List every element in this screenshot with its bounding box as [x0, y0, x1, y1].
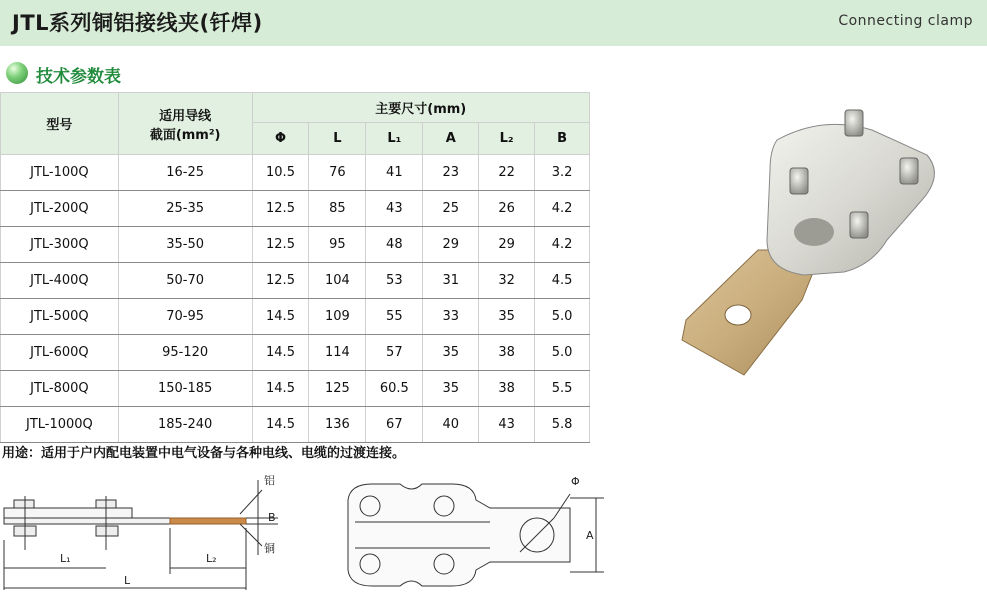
- side-view: [4, 480, 278, 590]
- cell-section: 35-50: [118, 227, 252, 263]
- col-b-header: B: [535, 123, 590, 155]
- cell-dim: 43: [479, 407, 535, 443]
- cell-dim: 5.8: [535, 407, 590, 443]
- page-header: [0, 0, 987, 46]
- col-section-header: [118, 93, 252, 155]
- cell-dim: 109: [309, 299, 366, 335]
- col-model-header: 型号: [1, 93, 119, 155]
- cell-dim: 95: [309, 227, 366, 263]
- cell-dim: 35: [423, 335, 479, 371]
- cell-dim: 55: [366, 299, 423, 335]
- cell-section: 25-35: [118, 191, 252, 227]
- col-phi-header: Φ: [252, 123, 309, 155]
- cell-dim: 4.2: [535, 227, 590, 263]
- cell-dim: 29: [423, 227, 479, 263]
- cell-section: 16-25: [118, 155, 252, 191]
- cell-dim: 35: [479, 299, 535, 335]
- cell-dim: 22: [479, 155, 535, 191]
- cell-dim: 14.5: [252, 299, 309, 335]
- cell-dim: 12.5: [252, 191, 309, 227]
- cell-dim: 38: [479, 371, 535, 407]
- cell-dim: 32: [479, 263, 535, 299]
- spec-table: [0, 92, 590, 443]
- cell-dim: 12.5: [252, 227, 309, 263]
- cell-dim: 38: [479, 335, 535, 371]
- cell-section: 185-240: [118, 407, 252, 443]
- cell-dim: 12.5: [252, 263, 309, 299]
- cell-model: JTL-200Q: [1, 191, 119, 227]
- cell-dim: 4.2: [535, 191, 590, 227]
- cell-dim: 5.0: [535, 335, 590, 371]
- cell-section: 50-70: [118, 263, 252, 299]
- aluminum-body: [767, 124, 934, 275]
- col-section-header-line1: 适用导线: [159, 108, 212, 124]
- col-l-header: L: [309, 123, 366, 155]
- label-al: 铝: [264, 474, 275, 487]
- cell-dim: 26: [479, 191, 535, 227]
- cell-dim: 43: [366, 191, 423, 227]
- cell-dim: 14.5: [252, 335, 309, 371]
- label-l1: L₁: [60, 552, 71, 565]
- table-row: [1, 299, 590, 335]
- cell-dim: 29: [479, 227, 535, 263]
- cell-dim: 4.5: [535, 263, 590, 299]
- table-row: [1, 371, 590, 407]
- cell-model: JTL-800Q: [1, 371, 119, 407]
- cell-dim: 3.2: [535, 155, 590, 191]
- cell-dim: 125: [309, 371, 366, 407]
- cell-model: JTL-400Q: [1, 263, 119, 299]
- table-row: [1, 155, 590, 191]
- cell-dim: 48: [366, 227, 423, 263]
- cell-section: 150-185: [118, 371, 252, 407]
- col-l1-header: L₁: [366, 123, 423, 155]
- label-phi: Φ: [571, 475, 580, 488]
- cell-dim: 14.5: [252, 371, 309, 407]
- cell-model: JTL-100Q: [1, 155, 119, 191]
- cell-model: JTL-600Q: [1, 335, 119, 371]
- top-view: [348, 484, 604, 586]
- table-row: [1, 263, 590, 299]
- col-a-header: A: [423, 123, 479, 155]
- cell-dim: 114: [309, 335, 366, 371]
- label-l2: L₂: [206, 552, 217, 565]
- page-title: JTL系列铜铝接线夹(钎焊): [12, 11, 263, 35]
- table-row: [1, 407, 590, 443]
- cell-dim: 31: [423, 263, 479, 299]
- table-row: [1, 227, 590, 263]
- page-title-en: Connecting clamp: [838, 13, 973, 29]
- cell-section: 95-120: [118, 335, 252, 371]
- cell-dim: 33: [423, 299, 479, 335]
- body-bore: [794, 218, 834, 246]
- label-cu: 铜: [264, 542, 275, 555]
- section-title: 技术参数表: [36, 67, 121, 87]
- cell-model: JTL-1000Q: [1, 407, 119, 443]
- cell-dim: 25: [423, 191, 479, 227]
- cell-dim: 85: [309, 191, 366, 227]
- bolt-1: [845, 110, 863, 136]
- cell-dim: 136: [309, 407, 366, 443]
- cell-dim: 5.0: [535, 299, 590, 335]
- cell-dim: 57: [366, 335, 423, 371]
- cell-dim: 14.5: [252, 407, 309, 443]
- cell-model: JTL-300Q: [1, 227, 119, 263]
- product-photo: [672, 100, 972, 390]
- col-section-header-line2: 截面(mm²): [149, 127, 221, 143]
- bolt-4: [850, 212, 868, 238]
- cell-section: 70-95: [118, 299, 252, 335]
- cell-dim: 5.5: [535, 371, 590, 407]
- col-l2-header: L₂: [479, 123, 535, 155]
- cell-dim: 60.5: [366, 371, 423, 407]
- cell-dim: 35: [423, 371, 479, 407]
- cell-dim: 10.5: [252, 155, 309, 191]
- tab-hole: [725, 305, 751, 325]
- green-ball-icon: [6, 62, 28, 84]
- technical-drawings: [0, 462, 987, 611]
- cell-dim: 104: [309, 263, 366, 299]
- cell-model: JTL-500Q: [1, 299, 119, 335]
- cell-dim: 40: [423, 407, 479, 443]
- col-dims-header: 主要尺寸(mm): [252, 93, 589, 123]
- bolt-3: [900, 158, 918, 184]
- table-row: [1, 335, 590, 371]
- usage-note: 用途：适用于户内配电装置中电气设备与各种电线、电缆的过渡连接。: [2, 446, 406, 461]
- cell-dim: 76: [309, 155, 366, 191]
- cell-dim: 23: [423, 155, 479, 191]
- cell-dim: 53: [366, 263, 423, 299]
- cell-dim: 41: [366, 155, 423, 191]
- label-a: A: [586, 529, 594, 542]
- cell-dim: 67: [366, 407, 423, 443]
- bolt-2: [790, 168, 808, 194]
- label-b: B: [268, 511, 276, 524]
- table-row: [1, 191, 590, 227]
- label-l: L: [124, 574, 131, 587]
